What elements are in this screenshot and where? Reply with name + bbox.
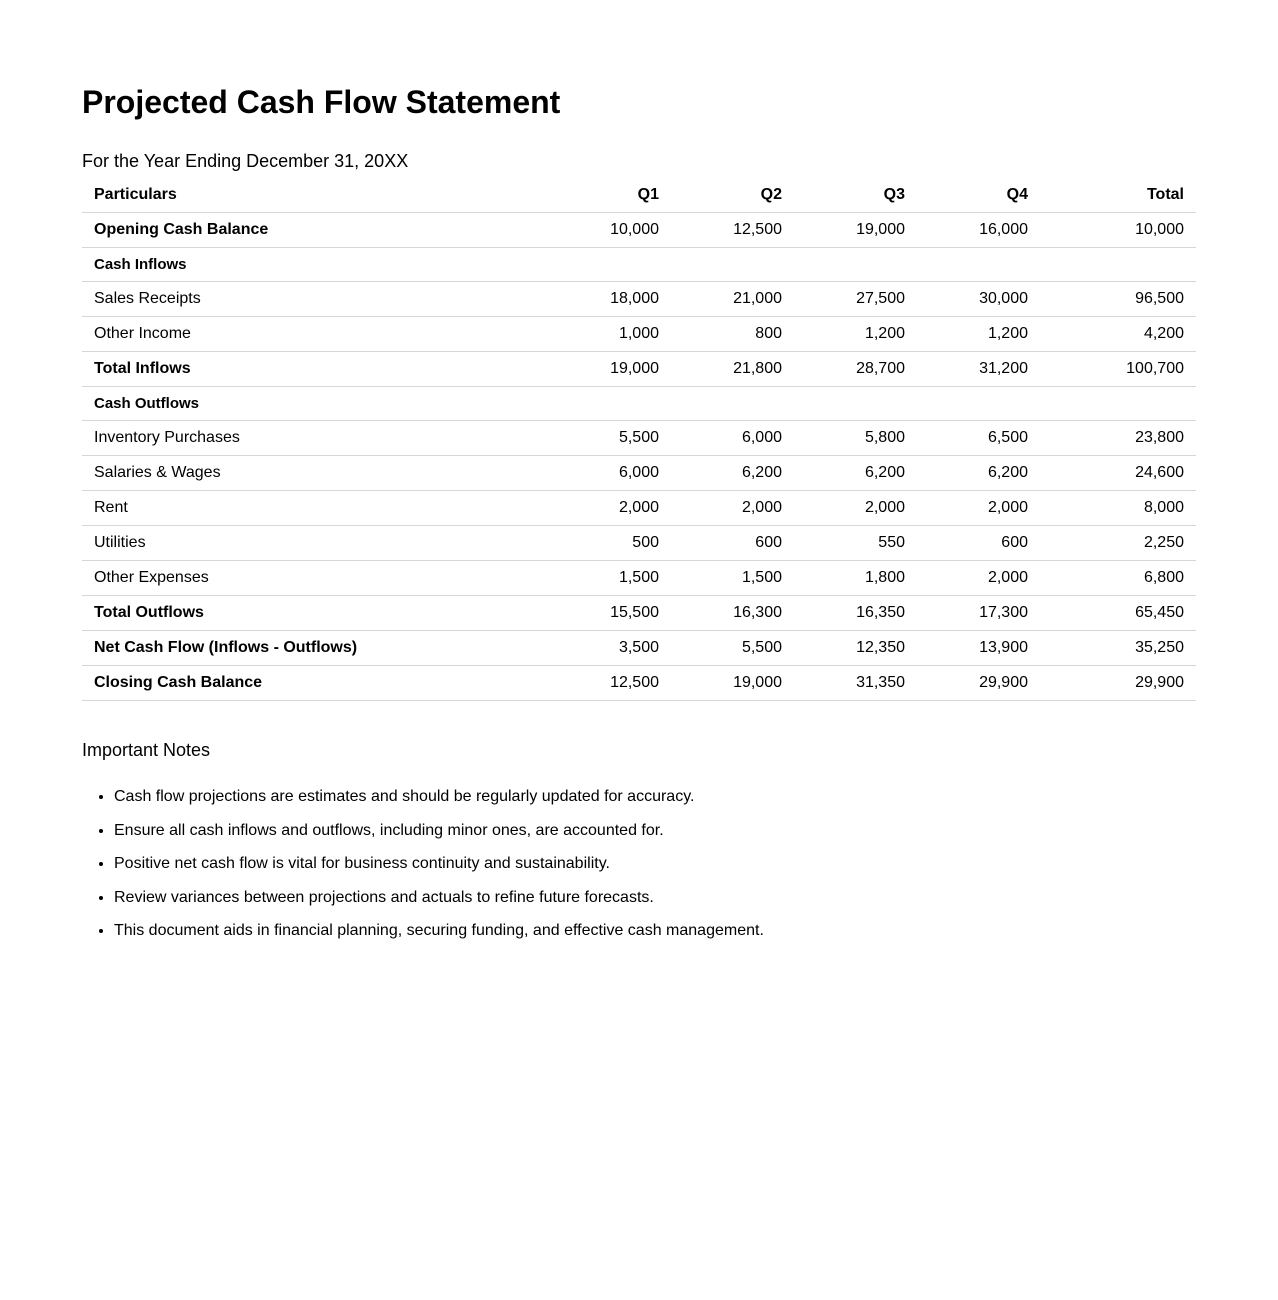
row-label: Opening Cash Balance [82,213,548,248]
row-label: Cash Outflows [82,387,548,421]
row-value-total: 2,250 [1040,526,1196,561]
table-row [82,491,1196,526]
row-value-q3: 1,800 [794,561,917,596]
row-label: Salaries & Wages [82,456,548,491]
row-value-q1: 1,000 [548,317,671,352]
row-value-q2: 2,000 [671,491,794,526]
row-value-q4: 31,200 [917,352,1040,387]
row-value-q4 [917,387,1040,421]
table-row [82,317,1196,352]
row-value-total: 29,900 [1040,666,1196,701]
table-row [82,631,1196,666]
row-label: Total Outflows [82,596,548,631]
row-value-q3 [794,387,917,421]
row-label: Closing Cash Balance [82,666,548,701]
row-value-q1: 500 [548,526,671,561]
row-value-q1 [548,248,671,282]
row-value-q2 [671,248,794,282]
row-value-q2: 6,200 [671,456,794,491]
notes-title: Important Notes [82,740,211,760]
row-value-q2: 21,800 [671,352,794,387]
row-value-total: 6,800 [1040,561,1196,596]
table-row [82,421,1196,456]
row-value-q4: 30,000 [917,282,1040,317]
row-value-q4: 2,000 [917,561,1040,596]
table-row [82,561,1196,596]
row-label: Rent [82,491,548,526]
row-value-q1: 1,500 [548,561,671,596]
row-value-q1: 18,000 [548,282,671,317]
row-value-total: 65,450 [1040,596,1196,631]
row-value-q3: 16,350 [794,596,917,631]
row-value-q1: 6,000 [548,456,671,491]
column-header-total: Total [1040,178,1196,213]
row-value-q2: 800 [671,317,794,352]
note-item: • Ensure all cash inflows and outflows, including minor ones, are accounted for. [114,821,1196,840]
row-label: Sales Receipts [82,282,548,317]
row-label: Other Income [82,317,548,352]
row-value-q4: 6,200 [917,456,1040,491]
row-value-q3: 28,700 [794,352,917,387]
row-value-q2: 21,000 [671,282,794,317]
row-value-q2: 16,300 [671,596,794,631]
table-row [82,596,1196,631]
row-value-q1 [548,387,671,421]
row-value-q2: 1,500 [671,561,794,596]
row-value-q4 [917,248,1040,282]
row-value-total: 23,800 [1040,421,1196,456]
row-value-q3: 5,800 [794,421,917,456]
row-label: Utilities [82,526,548,561]
page-subtitle: For the Year Ending December 31, 20XX [82,151,409,171]
row-value-q4: 13,900 [917,631,1040,666]
note-item: • Cash flow projections are estimates and should be regularly updated for accuracy. [114,787,1196,806]
row-value-q4: 16,000 [917,213,1040,248]
row-value-q3: 31,350 [794,666,917,701]
row-value-q2 [671,387,794,421]
row-value-total: 24,600 [1040,456,1196,491]
row-value-q1: 12,500 [548,666,671,701]
row-value-q2: 12,500 [671,213,794,248]
row-value-q3 [794,248,917,282]
row-label: Total Inflows [82,352,548,387]
table-row [82,526,1196,561]
row-value-q1: 10,000 [548,213,671,248]
table-row [82,213,1196,248]
row-value-q2: 600 [671,526,794,561]
row-value-q2: 5,500 [671,631,794,666]
row-value-total: 8,000 [1040,491,1196,526]
page-title: Projected Cash Flow Statement [82,84,561,120]
row-value-q4: 600 [917,526,1040,561]
row-value-q2: 6,000 [671,421,794,456]
table-row [82,666,1196,701]
row-value-total [1040,387,1196,421]
row-value-q3: 2,000 [794,491,917,526]
table-row [82,282,1196,317]
row-value-total: 10,000 [1040,213,1196,248]
row-value-q1: 2,000 [548,491,671,526]
row-value-total: 100,700 [1040,352,1196,387]
row-value-total: 4,200 [1040,317,1196,352]
row-value-q2: 19,000 [671,666,794,701]
row-value-q3: 27,500 [794,282,917,317]
row-value-q3: 6,200 [794,456,917,491]
table-row [82,456,1196,491]
row-value-q3: 12,350 [794,631,917,666]
row-label: Inventory Purchases [82,421,548,456]
row-value-q1: 5,500 [548,421,671,456]
table-row [82,248,1196,282]
row-value-q1: 19,000 [548,352,671,387]
note-item: • Review variances between projections and actuals to refine future forecasts. [114,888,1196,907]
table-row [82,352,1196,387]
row-value-q4: 6,500 [917,421,1040,456]
row-label: Cash Inflows [82,248,548,282]
column-header-q4: Q4 [917,178,1040,213]
table-row [82,387,1196,421]
table-body [82,213,1196,701]
row-value-q3: 550 [794,526,917,561]
row-value-q1: 15,500 [548,596,671,631]
notes-list [82,787,1196,940]
note-item: • This document aids in financial planning, securing funding, and effective cash management. [114,921,1196,940]
row-value-q4: 29,900 [917,666,1040,701]
row-label: Net Cash Flow (Inflows - Outflows) [82,631,548,666]
column-header-q3: Q3 [794,178,917,213]
row-value-q4: 2,000 [917,491,1040,526]
row-label: Other Expenses [82,561,548,596]
column-header-q2: Q2 [671,178,794,213]
row-value-q3: 19,000 [794,213,917,248]
row-value-q3: 1,200 [794,317,917,352]
row-value-q1: 3,500 [548,631,671,666]
column-header-q1: Q1 [548,178,671,213]
row-value-q4: 1,200 [917,317,1040,352]
table-header-row [82,178,1196,213]
column-header-particulars: Particulars [82,178,548,213]
cash-flow-table [82,178,1196,701]
row-value-q4: 17,300 [917,596,1040,631]
row-value-total [1040,248,1196,282]
note-item: • Positive net cash flow is vital for business continuity and sustainability. [114,854,1196,873]
row-value-total: 35,250 [1040,631,1196,666]
row-value-total: 96,500 [1040,282,1196,317]
